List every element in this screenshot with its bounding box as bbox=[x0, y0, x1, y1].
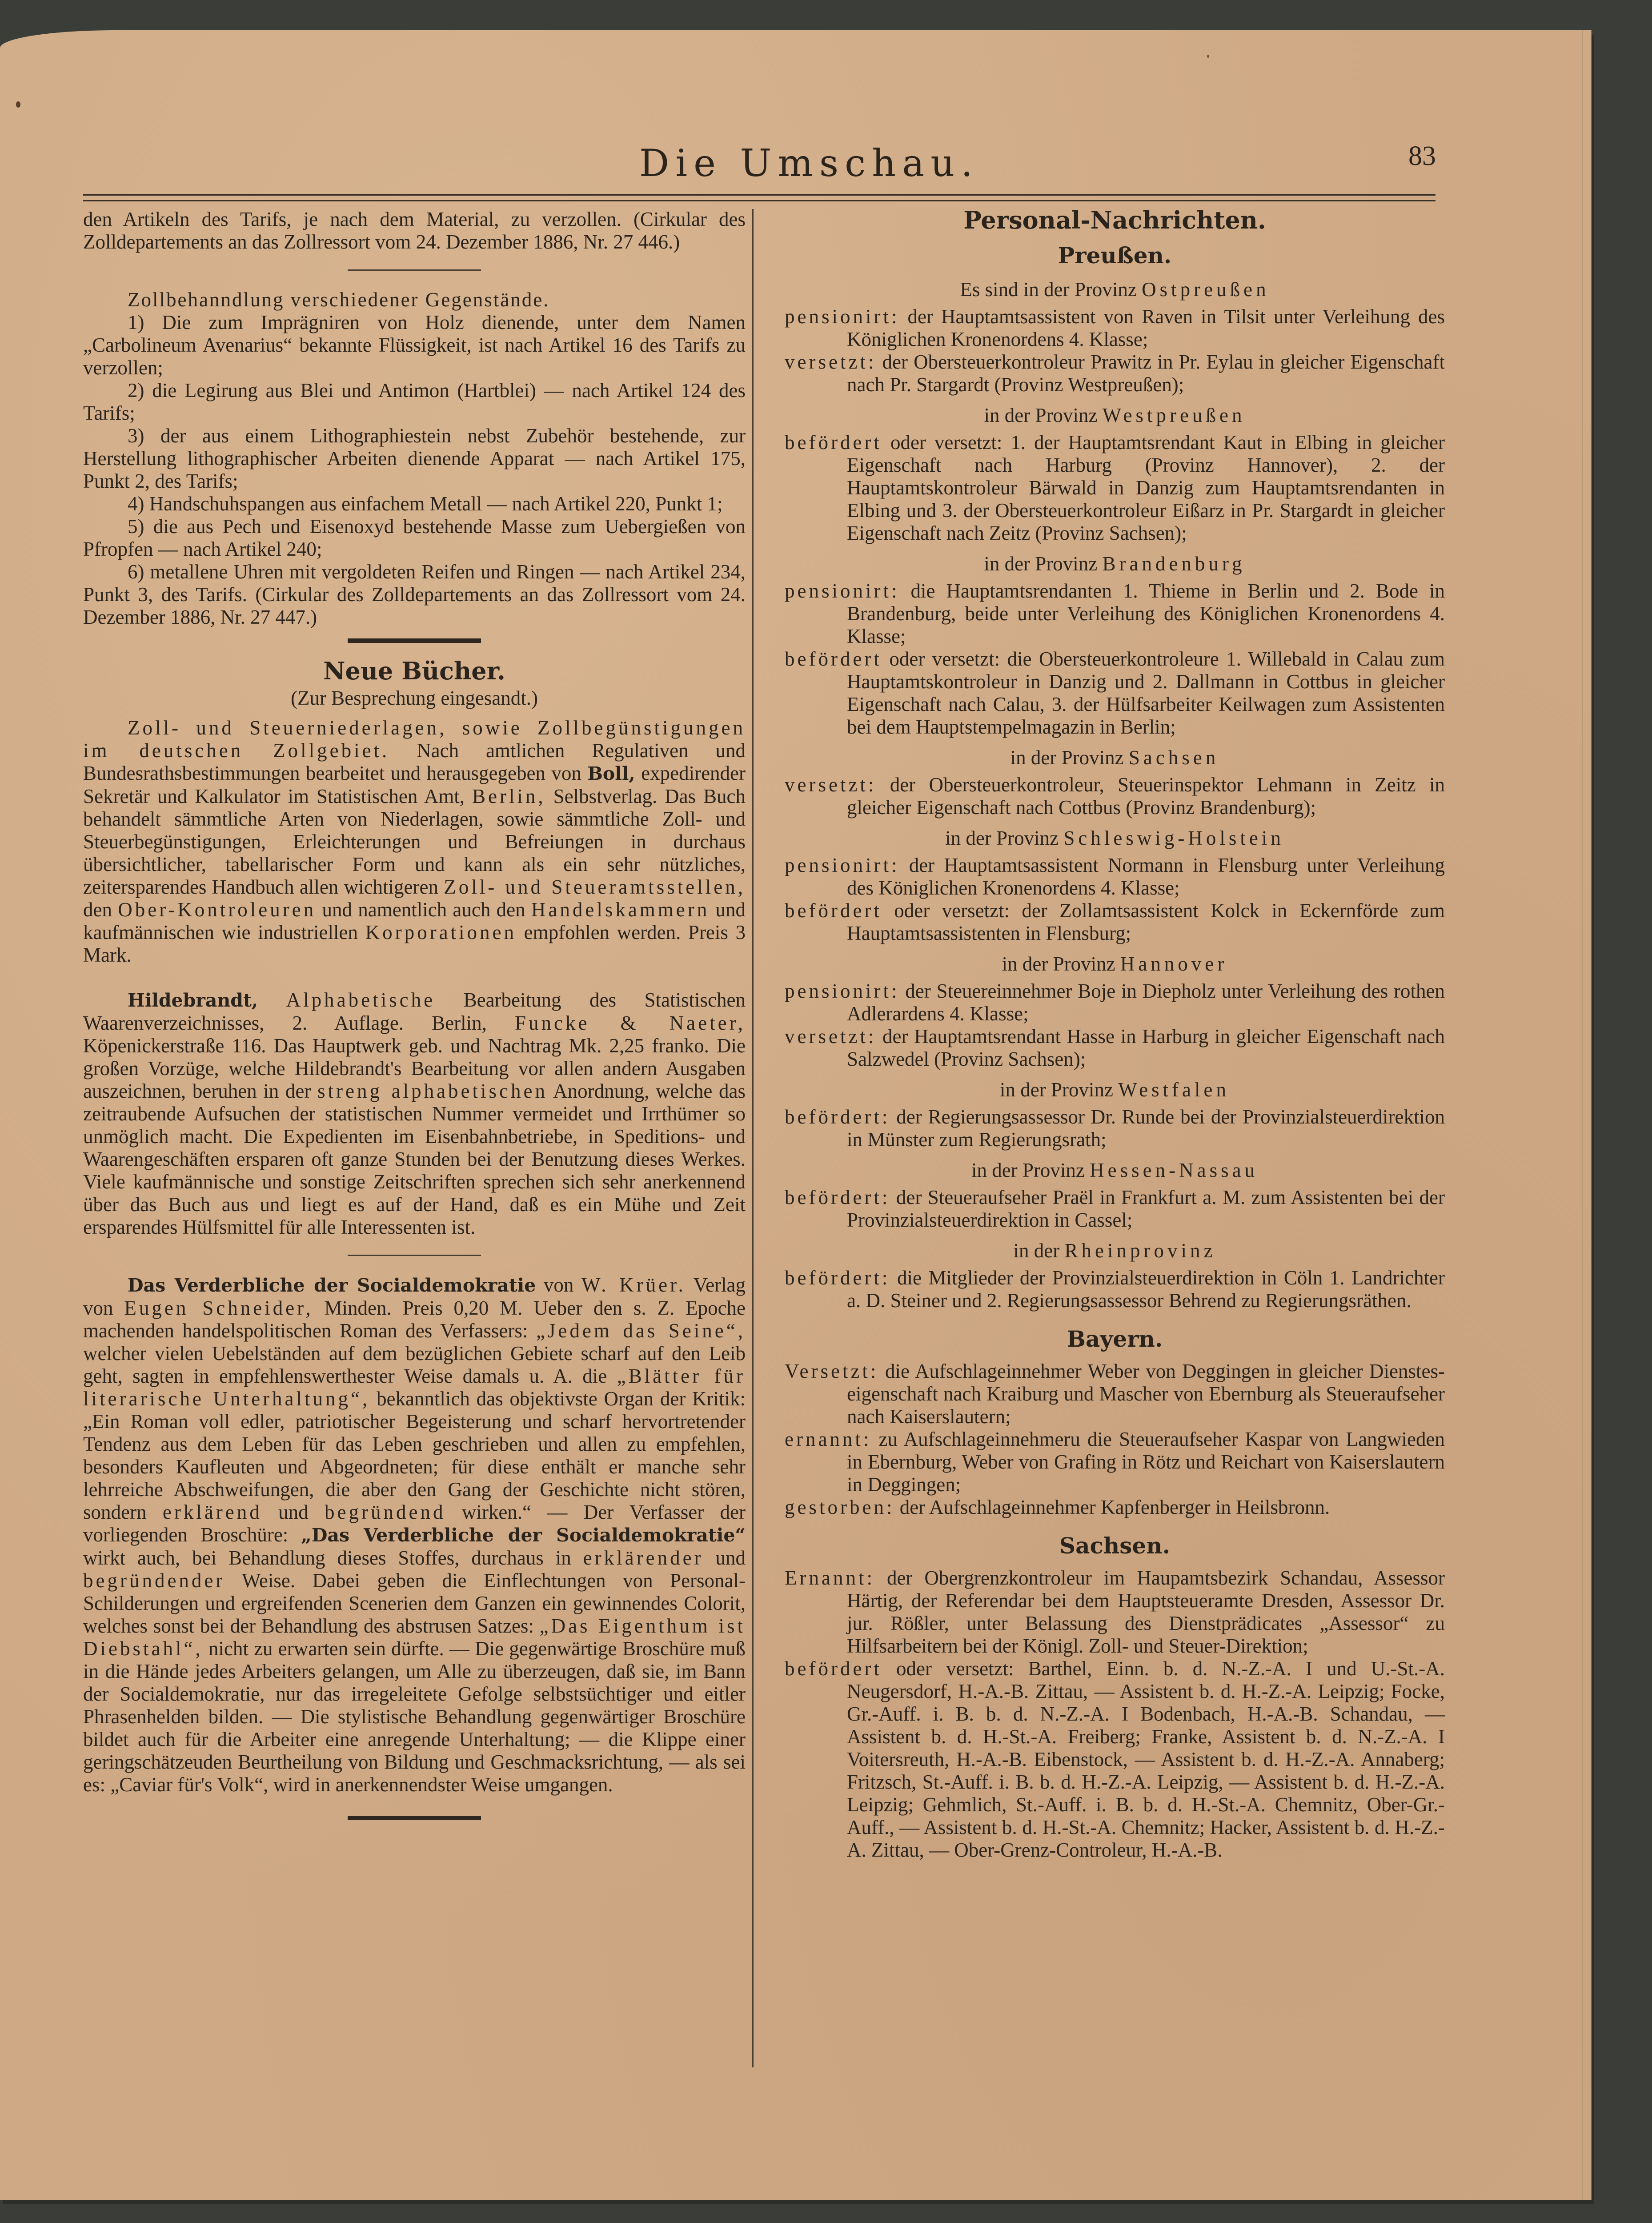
personnel-entry bbox=[785, 351, 1445, 396]
entry-label: befördert bbox=[785, 431, 882, 453]
entry-label: pensionirt: bbox=[785, 580, 900, 602]
entry-text: die Aufschlageinnehmer Weber von Deggingen in gleicher Dienstes-eigenschaft nach Kraiburg und Mascher von Ebernburg als Steueraufseher nach Kaiserslautern; bbox=[847, 1360, 1445, 1428]
province-heading bbox=[785, 827, 1445, 850]
entry-text: die Obersteuerkontroleure 1. Willebald in Calau zum Hauptamtskontroleur in Danzig und 2. Dallmann in Cottbus in gleicher Eigenschaft nach Calau, 3. der Hülfsarbeiter Keilwagen zum Assistenten bei dem Hauptstempelmagazin in Berlin; bbox=[847, 648, 1445, 738]
province-prefix: in der Provinz bbox=[945, 827, 1059, 849]
book-title-bold: „Das Verderbliche der Socialdemokratie“ bbox=[301, 1525, 746, 1546]
review-text: von bbox=[543, 1274, 574, 1296]
province-prefix: in der Provinz bbox=[1002, 953, 1115, 975]
entry-label: pensionirt: bbox=[785, 854, 900, 876]
review-text: den bbox=[83, 899, 112, 921]
province-heading bbox=[785, 746, 1445, 769]
review-emphasis: erklärend bbox=[162, 1501, 262, 1523]
review-emphasis: „Jedem das Seine“, bbox=[536, 1320, 746, 1342]
entry-label: befördert bbox=[785, 648, 882, 670]
province-prefix: in der Provinz bbox=[1010, 746, 1124, 769]
entry-label: oder versetzt: bbox=[894, 899, 1010, 922]
zoll-item-5: 5) die aus Pech und Eisenoxyd bestehende Masse zum Uebergießen von Pfropfen — nach Artikel 240; bbox=[83, 515, 746, 560]
section-separator-thick bbox=[348, 1816, 481, 1820]
review-text: und kaufmännischen wie industriellen bbox=[83, 899, 746, 943]
entry-text: der Aufschlageinnehmer Kapfenberger in Heilsbronn. bbox=[899, 1496, 1330, 1518]
personnel-entry bbox=[785, 648, 1445, 738]
entry-label: befördert bbox=[785, 1657, 882, 1680]
book-author: Boll, bbox=[587, 763, 635, 784]
ink-stain bbox=[16, 101, 20, 108]
entry-text: der Hauptamtsrendant Hasse in Harburg in gleicher Eigenschaft nach Salzwedel (Provinz Sachsen); bbox=[847, 1025, 1445, 1070]
entry-text: der Steuereinnehmer Boje in Diepholz unter Verleihung des rothen Adlerardens 4. Klasse; bbox=[847, 980, 1445, 1025]
review-emphasis: streng alphabetischen bbox=[317, 1080, 548, 1102]
personnel-entry bbox=[785, 305, 1445, 351]
book-publisher: Eugen Schneider, bbox=[124, 1297, 313, 1319]
entry-text: 1. der Hauptamtsrendant Kaut in Elbing in gleicher Eigenschaft nach Harburg (Provinz Hannover), 2. der Hauptamtskontroleur Bärwald in Danzig zum Hauptamtsrendanten in Elbing und 3. der Obersteuerkontroleur Eißarz in Pr. Stargardt in gleicher Eigenschaft nach Zeitz (Provinz Sachsen); bbox=[847, 431, 1445, 544]
review-text: wirken.“ — Der Verfasser der vorliegenden Broschüre: bbox=[83, 1501, 746, 1546]
page-edge bbox=[1582, 30, 1592, 2200]
review-text: Verlag von bbox=[83, 1274, 746, 1319]
book-review-boll bbox=[83, 717, 746, 967]
review-text: und bbox=[715, 1547, 746, 1569]
page-number: 83 bbox=[1408, 141, 1436, 171]
province-name: Westpreußen bbox=[1102, 404, 1246, 426]
province-heading bbox=[785, 1079, 1445, 1101]
right-column bbox=[785, 208, 1445, 1862]
entry-label: gestorben: bbox=[785, 1496, 895, 1518]
review-text: expedirender Sekretär und Kalkulator im Statistischen Amt, bbox=[83, 762, 746, 807]
entry-text: zu Aufschlageinnehmeru die Steueraufseher Kaspar von Langwieden in Ebernburg, Weber von Grafing in Rötz und Reichart von Kaiserslautern in Deggingen; bbox=[847, 1428, 1445, 1496]
column-divider bbox=[752, 209, 754, 2067]
review-emphasis: begründender bbox=[83, 1569, 225, 1592]
province-heading bbox=[785, 553, 1445, 575]
personnel-entry bbox=[785, 1267, 1445, 1312]
entry-label: ernannt: bbox=[785, 1428, 872, 1450]
book-publisher: Funcke & Naeter, bbox=[514, 1012, 746, 1034]
entry-label: oder versetzt: bbox=[896, 1657, 1014, 1680]
zoll-item-4: 4) Handschuhspangen aus einfachem Metall — nach Artikel 220, Punkt 1; bbox=[128, 493, 723, 515]
review-text: und namentlich auch den bbox=[322, 899, 525, 921]
book-title: Zoll- und Steuerniederlagen, sowie Zollbegünstigungen im deutschen Zollgebiet. bbox=[83, 717, 746, 762]
entry-label: pensionirt: bbox=[785, 980, 900, 1002]
entry-text: der Regierungsassessor Dr. Runde bei der Provinzialsteuerdirektion in Münster zum Regierungsrath; bbox=[847, 1106, 1445, 1151]
section-separator bbox=[348, 269, 481, 271]
province-name: Schleswig-Holstein bbox=[1063, 827, 1284, 849]
personnel-entry bbox=[785, 1496, 1445, 1519]
review-emphasis: Zoll- und Steueramtsstellen, bbox=[444, 876, 746, 898]
province-name: Hannover bbox=[1120, 953, 1228, 975]
review-city: Berlin, bbox=[472, 785, 546, 807]
review-text: Weise. Dabei geben die Einflechtungen von Personal-Schilderungen und ergreifenden Scenerien dem Ganzen ein gewinnendes Colorit, welches sonst bei der Behandlung des abstrusen Satzes: bbox=[83, 1569, 746, 1637]
book-title: Alphabetische bbox=[286, 989, 436, 1011]
province-name: Sachsen bbox=[1128, 746, 1219, 769]
zoll-item-1: 1) Die zum Imprägniren von Holz dienende, unter dem Namen „Carbolineum Avenarius“ bekannte Flüssigkeit, ist nach Artikel 16 des Tarifs zu verzollen; bbox=[83, 311, 746, 379]
book-author: Hildebrandt, bbox=[128, 990, 258, 1011]
province-name: Ostpreußen bbox=[1142, 278, 1270, 301]
review-text: welcher vielen Uebelständen auf dem bezüglichen Gebiete scharf auf den Leib geht, sagten in empfehlenswerthester Weise damals u. A. die bbox=[83, 1342, 746, 1387]
province-heading bbox=[785, 1159, 1445, 1182]
province-intro: Es sind in der Provinz bbox=[960, 278, 1137, 301]
left-column bbox=[83, 208, 746, 1834]
province-heading bbox=[785, 1240, 1445, 1262]
zollbehandlung-heading: Zollbehanndlung verschiedener Gegenstände. bbox=[128, 289, 550, 311]
personnel-entry bbox=[785, 899, 1445, 945]
province-prefix: in der bbox=[1013, 1240, 1060, 1262]
zoll-item-2: 2) die Legirung aus Blei und Antimon (Hartblei) — nach Artikel 124 des Tarifs; bbox=[83, 379, 746, 424]
entry-label: Ernannt: bbox=[785, 1567, 875, 1589]
ink-speck bbox=[1207, 55, 1209, 58]
header-rule-second bbox=[83, 200, 1435, 201]
entry-text: der Obersteuerkontroleur Prawitz in Pr. Eylau in gleicher Eigenschaft nach Pr. Stargardt (Provinz Westpreußen); bbox=[847, 351, 1445, 396]
entry-label: versetzt: bbox=[785, 1025, 877, 1047]
state-heading-preussen: Preußen. bbox=[1058, 242, 1172, 269]
entry-text: der Hauptamtsassistent Normann in Flensburg unter Verleihung des Königlichen Kronenordens 4. Klasse; bbox=[847, 854, 1445, 899]
province-prefix: in der Provinz bbox=[971, 1159, 1085, 1181]
entry-label: Versetzt: bbox=[785, 1360, 879, 1382]
personnel-entry bbox=[785, 580, 1445, 648]
zoll-item-6: 6) metallene Uhren mit vergoldeten Reifen und Ringen — nach Artikel 234, Punkt 3, des Tarifs. (Cirkular des Zolldepartements an das Zollressort vom 24. Dezember 1886, Nr. 27 447.) bbox=[83, 561, 746, 628]
province-heading bbox=[785, 278, 1445, 301]
review-text: nicht zu erwarten sein dürfte. — Die gegenwärtige Broschüre muß in die Hände jedes Arbeiters gelangen, um Alle zu überzeugen, daß sie, im Bann der Socialdemokratie, nur das irregeleitete Gefolge selbstsüchtiger und eitler Phrasenhelden bilden. — Die stylistische Behandlung gegenwärtiger Broschüre bildet auch für die Arbeiter eine anregende Unterhaltung; — die Klippe einer geringschätzeuden Beurtheilung von Bildung und Geschmacksrichtung, — als sei es: „Caviar für's Volk“, wird in anerkennendster Weise umgangen. bbox=[83, 1637, 746, 1796]
review-emphasis: „Das Eigenthum ist Diebstahl“, bbox=[83, 1615, 746, 1660]
personnel-entry bbox=[785, 854, 1445, 899]
review-text: Nach amtlichen Regulativen und Bundesrathsbestimmungen bearbeitet und herausgegeben von bbox=[83, 739, 746, 784]
province-name: Westfalen bbox=[1118, 1079, 1230, 1101]
personnel-entry bbox=[785, 1025, 1445, 1071]
entry-text: der Steueraufseher Praël in Frankfurt a. M. zum Assistenten bei der Provinzialsteuerdirektion in Cassel; bbox=[847, 1186, 1445, 1231]
entry-text: die Hauptamtsrendanten 1. Thieme in Berlin und 2. Bode in Brandenburg, beide unter Verleihung des Königlichen Kronenordens 4. Klasse; bbox=[847, 580, 1445, 647]
personnel-entry bbox=[785, 1106, 1445, 1151]
entry-text: die Mitglieder der Provinzialsteuerdirektion in Cöln 1. Landrichter a. D. Steiner und 2. Regierungsassessor Behrend zu Regierungsräthen. bbox=[847, 1267, 1445, 1312]
state-heading-bayern: Bayern. bbox=[1067, 1326, 1163, 1352]
neue-buecher-subheading: (Zur Besprechung eingesandt.) bbox=[290, 687, 538, 709]
entry-text: der Obersteuerkontroleur, Steuerinspektor Lehmann in Zeitz in gleicher Eigenschaft nach Cottbus (Provinz Brandenburg); bbox=[847, 774, 1445, 819]
entry-label: befördert: bbox=[785, 1267, 890, 1289]
entry-label: pensionirt: bbox=[785, 305, 900, 328]
book-review-hildebrandt bbox=[83, 989, 746, 1239]
intro-paragraph: den Artikeln des Tarifs, je nach dem Material, zu verzollen. (Cirkular des Zolldepartements an das Zollressort vom 24. Dezember 1886, Nr. 27 446.) bbox=[83, 208, 746, 253]
header-rule bbox=[83, 194, 1435, 196]
personnel-entry bbox=[785, 1360, 1445, 1428]
review-text: Köpenickerstraße 116. Das Hauptwerk geb. und Nachtrag Mk. 2,25 franko. Die großen Vorzüge, welche Hildebrandt's Bearbeitung vor allen andern Ausgaben auszeichnen, beruhen in der bbox=[83, 1035, 746, 1102]
entry-label: befördert: bbox=[785, 1106, 890, 1128]
state-heading-sachsen: Sachsen. bbox=[1059, 1533, 1171, 1559]
entry-text: Barthel, Einn. b. d. N.-Z.-A. I und U.-St.-A. Neugersdorf, H.-A.-B. Zittau, — Assistent b. d. H.-Z.-A. Leipzig; Focke, Gr.-Auff. i. B. b. d. N.-Z.-A. I Bodenbach, H.-A.-B. Schandau, — Assistent b. d. H.-St.-A. Freiberg; Franke, Assistent b. d. N.-Z.-A. I Voitersreuth, H.-A.-B. Eibenstock, — Assistent b. d. H.-Z.-A. Annaberg; Fritzsch, St.-Auff. i. B. b. d. H.-Z.-A. Leipzig, — Assistent b. d. H.-Z.-A. Leipzig; Gehmlich, St.-Auff. i. B. b. d. H.-St.-A. Chemnitz, Ober-Gr.-Auff., — Assistent b. d. H.-St.-A. Chemnitz; Hacker, Assistent b. d. H.-Z.-A. Zittau, — Ober-Grenz-Controleur, H.-A.-B. bbox=[847, 1657, 1445, 1861]
personnel-entry bbox=[785, 1186, 1445, 1232]
entry-label: befördert: bbox=[785, 1186, 890, 1208]
review-text: und bbox=[278, 1501, 309, 1523]
personnel-entry bbox=[785, 1567, 1445, 1657]
personnel-entry bbox=[785, 431, 1445, 545]
review-emphasis: erklärender bbox=[583, 1547, 704, 1569]
personal-nachrichten-heading: Personal-Nachrichten. bbox=[963, 206, 1266, 234]
section-separator-thick bbox=[348, 638, 481, 643]
book-title: Das Verderbliche der Socialdemokratie bbox=[128, 1275, 536, 1296]
review-text: Selbstverlag. Das Buch behandelt sämmtliche Arten von Niederlagen, sowie sämmtliche Zoll- und Steuerbegünstigungen, Erleichterungen und Befreiungen in durchaus übersichtlicher, tabellarischer Form und kann als ein sehr nützliches, zeitersparendes Handbuch allen wichtigeren bbox=[83, 785, 746, 898]
review-emphasis: „Blätter für literarische Unterhaltung“, bbox=[83, 1365, 746, 1410]
zoll-item-3: 3) der aus einem Lithographiestein nebst Zubehör bestehende, zur Herstellung lithographischer Arbeiten dienende Apparat — nach Artikel 175, Punkt 2, des Tarifs; bbox=[83, 425, 746, 492]
entry-label: oder versetzt: bbox=[889, 648, 1000, 670]
entry-label: befördert bbox=[785, 899, 882, 922]
entry-text: der Obergrenzkontroleur im Haupamtsbezirk Schandau, Assessor Härtig, der Referendar bei dem Hauptsteueramte Dresden, Assessor Dr. jur. Rößler, unter Belassung des Dienstprädicates „Assessor“ zu Hilfsarbeitern bei der Königl. Zoll- und Steuer-Direktion; bbox=[847, 1567, 1445, 1657]
review-emphasis: begründend bbox=[325, 1501, 446, 1523]
entry-text: der Zollamtsassistent Kolck in Eckernförde zum Hauptamtsassistenten in Flensburg; bbox=[847, 899, 1445, 944]
province-prefix: in der Provinz bbox=[984, 404, 1098, 426]
review-text: Anordnung, welche das zeitraubende Aufsuchen der statistischen Nummer vermeidet und Irrthümer so unmöglich macht. Die Expedienten im Eisenbahnbetriebe, in Speditions- und Waarengeschäften ersparen oft ganze Stunden bei der Benutzung dieses Werkes. Viele kaufmännische und sonstige Zeitschriften sprechen sich sehr anerkennend über das Buch aus und liegt es auf der Hand, daß es ein Mühe und Zeit ersparendes Hülfsmittel für alle Interessenten ist. bbox=[83, 1080, 746, 1238]
masthead-title: Die Umschau. bbox=[639, 141, 979, 185]
personnel-entry bbox=[785, 980, 1445, 1025]
entry-label: versetzt: bbox=[785, 351, 877, 373]
entry-text: der Hauptamtsassistent von Raven in Tilsit unter Verleihung des Königlichen Kronenordens 4. Klasse; bbox=[847, 305, 1445, 350]
review-emphasis: Ober-Kontroleuren bbox=[118, 899, 317, 921]
personnel-entry bbox=[785, 1428, 1445, 1496]
review-text: empfohlen werden. Preis 3 Mark. bbox=[83, 921, 746, 966]
review-text: Bearbeitung des Statistischen Waarenverzeichnisses, 2. Auflage. Berlin, bbox=[83, 989, 746, 1034]
neue-buecher-heading: Neue Bücher. bbox=[323, 657, 505, 685]
personnel-entry bbox=[785, 774, 1445, 819]
entry-label: versetzt: bbox=[785, 774, 877, 796]
review-emphasis: Korporationen bbox=[365, 921, 517, 943]
entry-label: oder versetzt: bbox=[890, 431, 1002, 453]
review-text: bekanntlich das objektivste Organ der Kritik: „Ein Roman voll edler, patriotischer Begeisterung und scharf hervortretender Tendenz aus dem Leben für das Leben geschrieben und allen zu empfehlen, besonders Kaufleuten und Abgeordneten; für diese enthält er manche sehr lehrreiche Abschweifungen, die aber den Gang der Geschichte nicht stören, sondern bbox=[83, 1388, 746, 1523]
province-name: Brandenburg bbox=[1102, 553, 1246, 575]
province-heading bbox=[785, 404, 1445, 427]
review-text: Minden. Preis 0,20 M. Ueber den s. Z. Epoche machenden handelspolitischen Roman des Verfassers: bbox=[83, 1297, 746, 1342]
personnel-entry bbox=[785, 1657, 1445, 1862]
review-emphasis: Handelskammern bbox=[531, 899, 710, 921]
province-prefix: in der Provinz bbox=[984, 553, 1098, 575]
section-separator bbox=[348, 1255, 481, 1256]
review-text: wirkt auch, bei Behandlung dieses Stoffes, durchaus in bbox=[83, 1547, 571, 1569]
book-author: W. Krüer. bbox=[581, 1274, 686, 1296]
book-review-socialdemokratie bbox=[83, 1274, 746, 1796]
province-name: Rheinprovinz bbox=[1064, 1240, 1216, 1262]
province-heading bbox=[785, 953, 1445, 975]
province-name: Hessen-Nassau bbox=[1090, 1159, 1259, 1181]
province-prefix: in der Provinz bbox=[1000, 1079, 1113, 1101]
